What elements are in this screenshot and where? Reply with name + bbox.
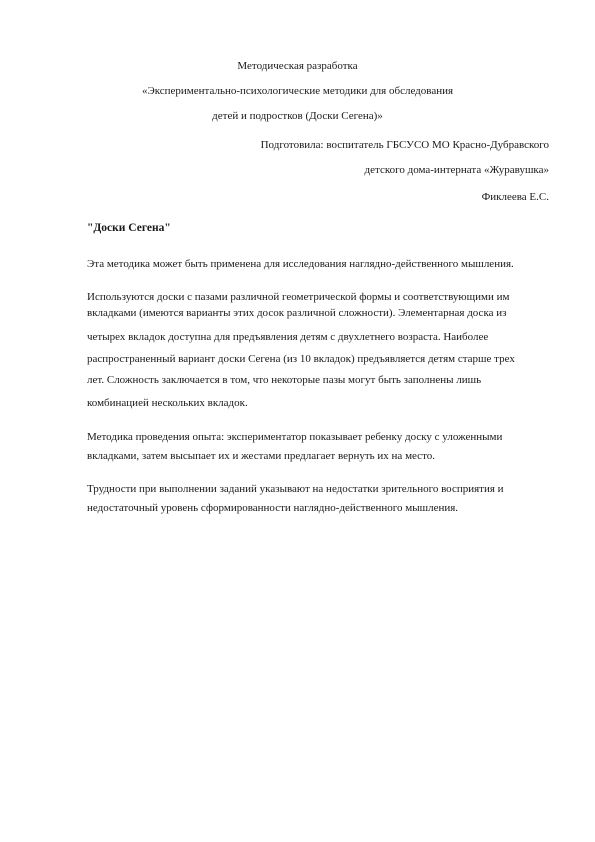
author-line-3: Фиклеева Е.С. <box>481 191 549 203</box>
author-line-2: детского дома-интерната «Журавушка» <box>364 164 549 176</box>
paragraph-2-line-5: лет. Сложность заключается в том, что некоторые пазы могут быть заполнены лишь <box>87 374 482 386</box>
paragraph-1-line-1: Эта методика может быть применена для исследования наглядно-действенного мышления. <box>87 258 514 270</box>
paragraph-2-line-2: вкладками (имеются варианты этих досок различной сложности). Элементарная доска из <box>87 307 507 319</box>
paragraph-2-line-6: комбинацией нескольких вкладок. <box>87 397 248 409</box>
section-title: "Доски Сегена" <box>87 222 171 234</box>
header-line-2: «Экспериментально-психологические методики для обследования <box>141 85 454 97</box>
paragraph-2-line-1: Используются доски с пазами различной геометрической формы и соответствующими им <box>87 291 510 303</box>
paragraph-3-line-1: Методика проведения опыта: экспериментатор показывает ребенку доску с уложенными <box>87 431 503 443</box>
header-line-1: Методическая разработка <box>237 60 358 72</box>
author-line-1: Подготовила: воспитатель ГБСУСО МО Красно-Дубравского <box>260 139 549 151</box>
paragraph-4-line-1: Трудности при выполнении заданий указывают на недостатки зрительного восприятия и <box>87 483 504 495</box>
paragraph-4-line-2: недостаточный уровень сформированности наглядно-действенного мышления. <box>87 502 459 514</box>
header-line-3: детей и подростков (Доски Сегена)» <box>212 110 383 122</box>
paragraph-2-line-3: четырех вкладок доступна для предъявления детям с двухлетнего возраста. Наиболее <box>87 331 489 343</box>
paragraph-2-line-4: распространенный вариант доски Сегена (из 10 вкладок) предъявляется детям старше трех <box>87 353 515 365</box>
paragraph-3-line-2: вкладками, затем высыпает их и жестами предлагает вернуть их на место. <box>87 450 435 462</box>
